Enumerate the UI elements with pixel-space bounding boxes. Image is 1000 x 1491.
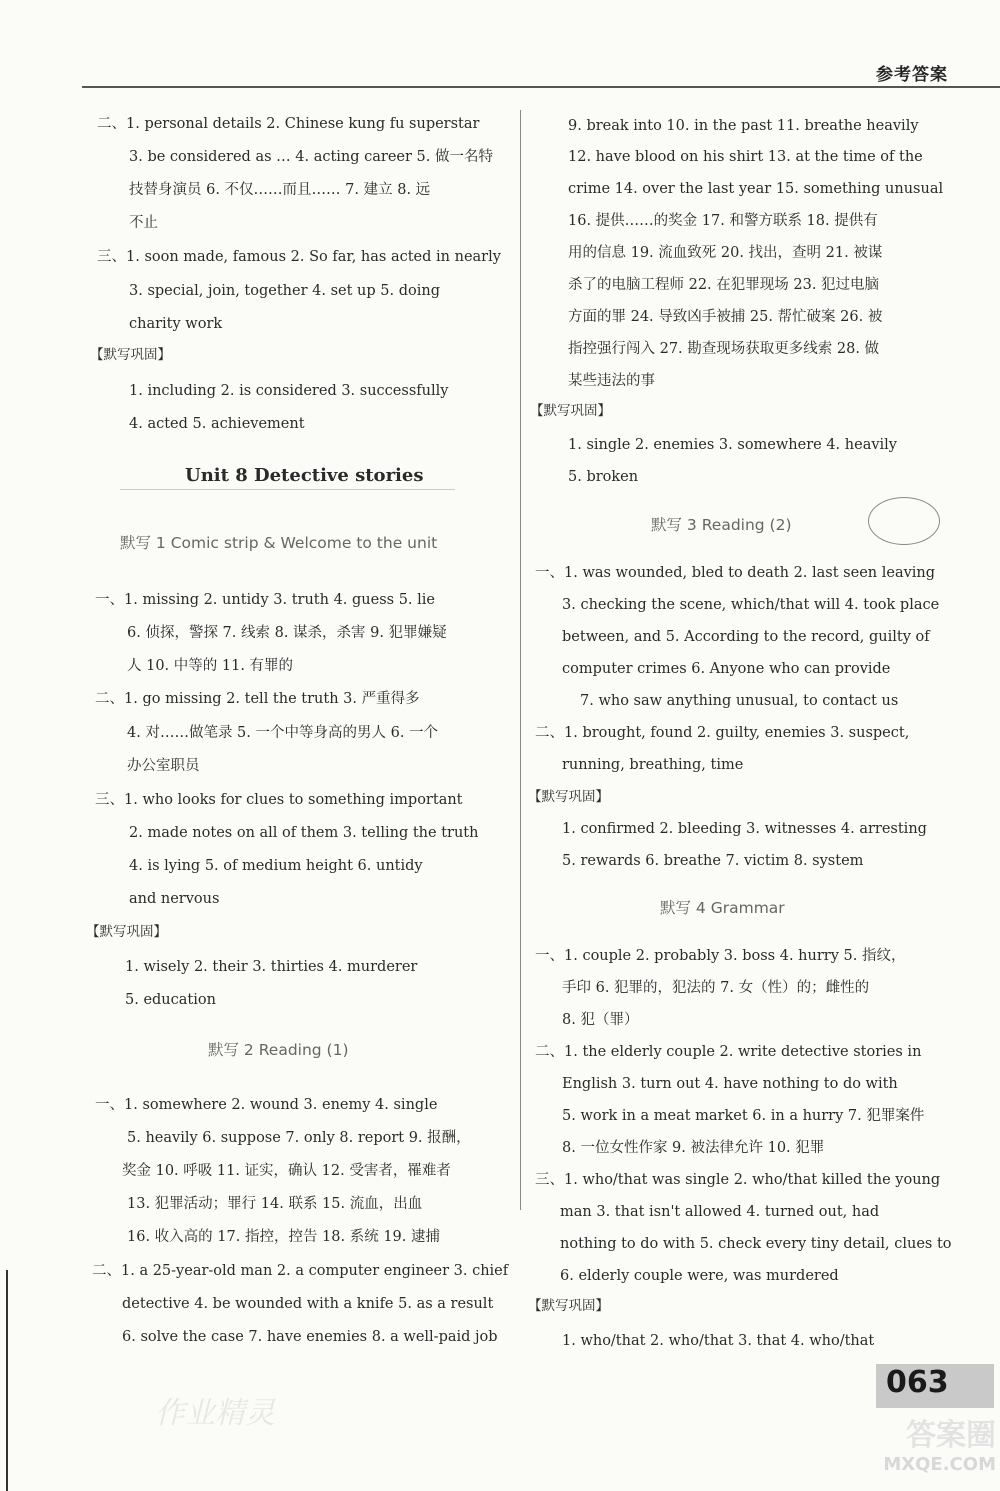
answer-line: 手印 6. 犯罪的，犯法的 7. 女（性）的；雌性的 xyxy=(562,980,870,996)
watermark-bottom-right xyxy=(838,1410,996,1475)
answer-line: 3. special, join, together 4. set up 5. doing xyxy=(129,283,440,299)
stamp-seal xyxy=(868,497,940,545)
answer-line: 人 10. 中等的 11. 有罪的 xyxy=(127,658,294,674)
answer-line: 某些违法的事 xyxy=(568,373,655,389)
unit-title-rule xyxy=(120,489,455,490)
answer-line: 8. 犯（罪） xyxy=(562,1012,639,1028)
answer-line: nothing to do with 5. check every tiny detail, clues to xyxy=(560,1236,952,1252)
watermark-bottom-left: 作业精灵 xyxy=(155,1396,275,1431)
answer-line: 5. work in a meat market 6. in a hurry 7. 犯罪案件 xyxy=(562,1108,925,1124)
answer-line: 16. 收入高的 17. 指控，控告 18. 系统 19. 逮捕 xyxy=(127,1229,441,1245)
answer-line: 4. is lying 5. of medium height 6. untidy xyxy=(129,858,423,874)
answer-line: 三、1. soon made, famous 2. So far, has acted in nearly xyxy=(97,249,501,265)
review-label: 【默写巩固】 xyxy=(530,403,611,419)
answer-line: 一、1. couple 2. probably 3. boss 4. hurry 5. 指纹， xyxy=(535,948,906,964)
header-line xyxy=(82,86,1000,88)
answer-line: 4. 对……做笔录 5. 一个中等身高的男人 6. 一个 xyxy=(127,725,439,741)
answer-line: 6. solve the case 7. have enemies 8. a well-paid job xyxy=(122,1329,498,1345)
answer-line: crime 14. over the last year 15. something unusual xyxy=(568,181,944,197)
answer-line: 办公室职员 xyxy=(127,758,200,774)
answer-line: 三、1. who looks for clues to something important xyxy=(95,792,463,808)
answer-line: 二、1. personal details 2. Chinese kung fu superstar xyxy=(97,116,480,132)
answer-line: 9. break into 10. in the past 11. breathe heavily xyxy=(568,118,919,134)
header-title: 参考答案 xyxy=(876,65,948,85)
answer-line: 6. elderly couple were, was murdered xyxy=(560,1268,839,1284)
answer-line: 5. education xyxy=(125,992,216,1008)
answer-line: English 3. turn out 4. have nothing to do with xyxy=(562,1076,898,1092)
answer-line: running, breathing, time xyxy=(562,757,744,773)
review-label: 【默写巩固】 xyxy=(528,1298,609,1314)
answer-line: 3. checking the scene, which/that will 4. took place xyxy=(562,597,940,613)
left-margin-line xyxy=(6,1270,8,1491)
answer-line: 用的信息 19. 流血致死 20. 找出，查明 21. 被谋 xyxy=(568,245,883,261)
watermark-url: MXQE.COM xyxy=(883,1454,996,1475)
page-number: 063 xyxy=(886,1365,949,1400)
answer-line: 13. 犯罪活动；罪行 14. 联系 15. 流血，出血 xyxy=(127,1196,423,1212)
answer-line: 2. made notes on all of them 3. telling the truth xyxy=(129,825,479,841)
answer-line: 指控强行闯入 27. 勘查现场获取更多线索 28. 做 xyxy=(568,341,880,357)
answer-line: 12. have blood on his shirt 13. at the time of the xyxy=(568,149,923,165)
answer-line: 一、1. somewhere 2. wound 3. enemy 4. single xyxy=(95,1097,438,1113)
answer-line: 1. including 2. is considered 3. successfully xyxy=(129,383,449,399)
answer-line: 一、1. was wounded, bled to death 2. last seen leaving xyxy=(535,565,936,581)
answer-line: 不止 xyxy=(129,215,158,231)
answer-line: 二、1. a 25-year-old man 2. a computer engineer 3. chief xyxy=(92,1263,509,1279)
answer-line: detective 4. be wounded with a knife 5. as a result xyxy=(122,1296,494,1312)
answer-line: 三、1. who/that was single 2. who/that killed the young xyxy=(535,1172,941,1188)
section-title: 默写 2 Reading (1) xyxy=(208,1041,349,1059)
answer-line: 奖金 10. 呼吸 11. 证实，确认 12. 受害者，罹难者 xyxy=(122,1163,451,1179)
answer-line: man 3. that isn't allowed 4. turned out, had xyxy=(560,1204,880,1220)
review-label: 【默写巩固】 xyxy=(528,789,609,805)
answer-line: 1. who/that 2. who/that 3. that 4. who/that xyxy=(562,1333,875,1349)
answer-line: 二、1. brought, found 2. guilty, enemies 3. suspect, xyxy=(535,725,910,741)
answer-line: charity work xyxy=(129,316,223,332)
watermark-logo-text: 答案圈 xyxy=(906,1418,996,1453)
answer-line: 1. single 2. enemies 3. somewhere 4. heavily xyxy=(568,437,897,453)
answer-line: 5. heavily 6. suppose 7. only 8. report 9. 报酬， xyxy=(127,1130,471,1146)
unit-title: Unit 8 Detective stories xyxy=(185,465,424,486)
answer-line: 7. who saw anything unusual, to contact us xyxy=(580,693,899,709)
column-divider xyxy=(520,110,521,1210)
answer-line: 1. wisely 2. their 3. thirties 4. murderer xyxy=(125,959,418,975)
answer-line: 5. broken xyxy=(568,469,639,485)
section-title: 默写 1 Comic strip & Welcome to the unit xyxy=(120,534,438,552)
answer-line: 技替身演员 6. 不仅……而且…… 7. 建立 8. 远 xyxy=(129,182,431,198)
answer-line: 8. 一位女性作家 9. 被法律允许 10. 犯罪 xyxy=(562,1140,825,1156)
review-label: 【默写巩固】 xyxy=(90,347,171,363)
answer-line: 16. 提供……的奖金 17. 和警方联系 18. 提供有 xyxy=(568,213,878,229)
answer-line: 二、1. the elderly couple 2. write detective stories in xyxy=(535,1044,922,1060)
answer-line: 4. acted 5. achievement xyxy=(129,416,305,432)
answer-line: and nervous xyxy=(129,891,220,907)
answer-line: 方面的罪 24. 导致凶手被捕 25. 帮忙破案 26. 被 xyxy=(568,309,883,325)
answer-line: 一、1. missing 2. untidy 3. truth 4. guess 5. lie xyxy=(95,592,435,608)
answer-line: 6. 侦探，警探 7. 线索 8. 谋杀，杀害 9. 犯罪嫌疑 xyxy=(127,625,447,641)
answer-line: 1. confirmed 2. bleeding 3. witnesses 4. arresting xyxy=(562,821,927,837)
answer-line: 3. be considered as … 4. acting career 5. 做一名特 xyxy=(129,149,494,165)
section-title: 默写 4 Grammar xyxy=(660,899,785,917)
answer-line: between, and 5. According to the record, guilty of xyxy=(562,629,930,645)
answer-line: 二、1. go missing 2. tell the truth 3. 严重得多 xyxy=(95,691,420,707)
answer-line: computer crimes 6. Anyone who can provide xyxy=(562,661,891,677)
answer-line: 5. rewards 6. breathe 7. victim 8. system xyxy=(562,853,864,869)
section-title: 默写 3 Reading (2) xyxy=(651,516,792,534)
answer-line: 杀了的电脑工程师 22. 在犯罪现场 23. 犯过电脑 xyxy=(568,277,880,293)
review-label: 【默写巩固】 xyxy=(86,924,167,940)
